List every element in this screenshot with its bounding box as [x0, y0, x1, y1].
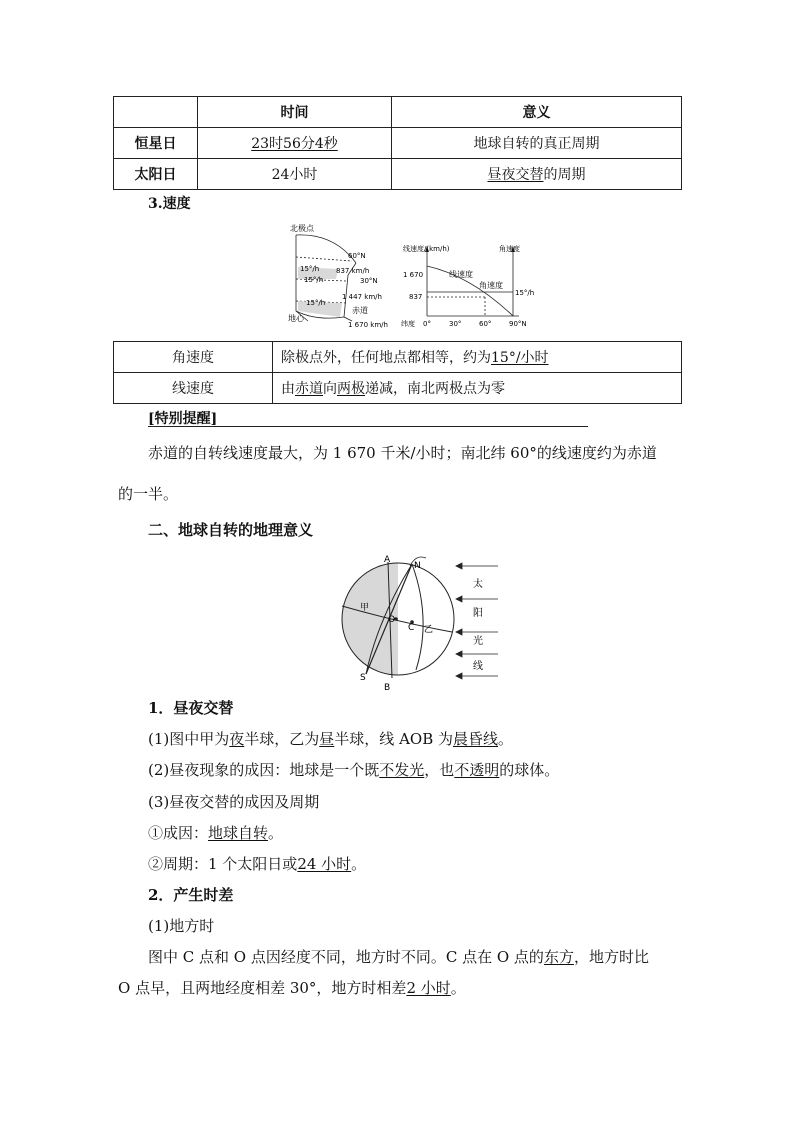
row-label: 恒星日	[114, 128, 198, 159]
linear-equator: 赤道	[295, 381, 323, 397]
s1-p4-b: 。	[268, 824, 284, 842]
point-s-label: S	[360, 673, 366, 683]
sidereal-time: 23时56分4秒	[251, 136, 338, 152]
row-label: 角速度	[114, 342, 273, 373]
x-tick-90: 90°N	[509, 320, 527, 328]
tip-title: [特别提醒]	[148, 411, 218, 427]
s1-p2-opaque: 不透明	[454, 761, 500, 779]
rate-low-label: 15°/h	[306, 299, 326, 307]
sunlight-label-3: 光	[473, 636, 483, 647]
s1-p5	[148, 854, 366, 874]
s2-sub: (1)地方时	[148, 917, 215, 935]
earth-sector-speed-figure	[286, 221, 396, 331]
day-night-globe-figure	[330, 550, 500, 692]
s1-p4-cause: 地球自转	[208, 824, 269, 842]
chart-ylabel-left: 线速度/(km/h)	[403, 245, 450, 253]
s1-p1-c: 半球，线 AOB 为	[334, 730, 453, 748]
s1-p1-b: 半球，乙为	[244, 730, 320, 748]
s1-p2	[148, 760, 559, 780]
linear-text-1: 由	[281, 381, 295, 397]
rotation-period-table	[113, 96, 682, 190]
rate-top-label: 15°/h	[300, 265, 320, 273]
sunlight-label-4: 线	[473, 661, 483, 672]
s1-p1-a: (1)图中甲为	[148, 730, 230, 748]
s1-p1-terminator: 晨昏线	[453, 730, 499, 748]
lat60-label: 60°N	[348, 252, 366, 260]
s1-p2-c: 的球体。	[499, 761, 560, 779]
section-speed-title: 3.速度	[148, 196, 191, 212]
north-pole-label: 北极点	[290, 224, 314, 233]
speed-1670-label: 1 670 km/h	[348, 321, 388, 329]
x-tick-30: 30°	[449, 320, 462, 328]
point-n-label: N	[414, 561, 421, 571]
row-meaning	[392, 159, 682, 190]
s1-p4	[148, 823, 283, 843]
curve-label: 线速度	[449, 270, 473, 279]
meaning-underlined: 昼夜交替	[487, 167, 544, 183]
row-meaning: 地球自转的真正周期	[392, 128, 682, 159]
line-label: 角速度	[479, 281, 503, 290]
point-o-label: O	[388, 615, 396, 625]
s2-line1-east: 东方	[543, 948, 574, 966]
s1-p1-day: 昼	[319, 730, 335, 748]
row-time	[198, 128, 392, 159]
point-a-label: A	[384, 555, 391, 565]
s2-line2	[118, 978, 466, 998]
row-label: 线速度	[114, 373, 273, 404]
angular-text: 除极点外，任何地点都相等，约为	[281, 350, 491, 366]
tick-837: 837	[409, 293, 423, 301]
angular-value: 15°/小时	[491, 350, 549, 366]
tick-1670: 1 670	[403, 271, 424, 279]
meaning-rest: 的周期	[543, 167, 586, 183]
equator-label: 赤道	[352, 306, 368, 315]
table-row	[114, 159, 682, 190]
lat30-label: 30°N	[360, 277, 378, 285]
sunlight-label-1: 太	[473, 579, 483, 590]
speed-837-label: 837 km/h	[336, 267, 370, 275]
linear-poles: 两极	[337, 381, 365, 397]
s2-line1-b: ，地方时比	[573, 948, 649, 966]
table-row	[114, 373, 682, 404]
linear-text-2: 向	[323, 381, 337, 397]
jia-label: 甲	[360, 603, 370, 613]
section2-title: 二、地球自转的地理意义	[148, 521, 314, 539]
yi-label: 乙	[424, 625, 434, 635]
speed-table	[113, 341, 682, 404]
chart-ylabel-right: 角速度	[499, 245, 520, 253]
tip-line-1: 赤道的自转线速度最大，为 1 670 千米/小时；南北纬 60°的线速度约为赤道	[148, 444, 657, 462]
tip-line-2: 的一半。	[118, 485, 179, 503]
s1-p5-period: 24 小时	[297, 855, 352, 873]
rate-mid-label: 15°/h	[304, 276, 324, 284]
s1-p5-a: ②周期：1 个太阳日或	[148, 855, 298, 873]
sunlight-label-2: 阳	[473, 608, 483, 619]
row-label: 太阳日	[114, 159, 198, 190]
s2-line2-b: 。	[450, 979, 466, 997]
point-c-label: C	[408, 623, 415, 633]
s2-line1	[148, 947, 649, 967]
x-tick-60: 60°	[479, 320, 492, 328]
s1-p1-d: 。	[498, 730, 514, 748]
tip-underline	[148, 426, 588, 427]
s2-title: 2．产生时差	[148, 886, 234, 904]
s1-p3: (3)昼夜交替的成因及周期	[148, 793, 320, 811]
speed-1447-label: 1 447 km/h	[342, 293, 382, 301]
row-time: 24小时	[198, 159, 392, 190]
table-row	[114, 128, 682, 159]
s1-p2-b: ，也	[424, 761, 455, 779]
s2-line2-a: O 点早，且两地经度相差 30°，地方时相差	[118, 979, 407, 997]
rate-label: 15°/h	[515, 289, 535, 297]
table-row	[114, 342, 682, 373]
s1-p2-nonluminous: 不发光	[379, 761, 425, 779]
s1-p5-b: 。	[351, 855, 367, 873]
s2-line2-hours: 2 小时	[406, 979, 451, 997]
table-header-time: 时间	[198, 97, 392, 128]
s1-p1-night: 夜	[229, 730, 245, 748]
s1-p2-a: (2)昼夜现象的成因：地球是一个既	[148, 761, 380, 779]
table-header-meaning: 意义	[392, 97, 682, 128]
point-b-label: B	[384, 683, 391, 693]
row-content	[273, 342, 682, 373]
table-header-empty	[114, 97, 198, 128]
s2-line1-a: 图中 C 点和 O 点因经度不同，地方时不同。C 点在 O 点的	[148, 948, 544, 966]
s1-p1	[148, 729, 513, 749]
speed-latitude-chart	[401, 240, 535, 330]
linear-text-3: 递减，南北两极点为零	[365, 381, 505, 397]
s1-p4-a: ①成因：	[148, 824, 209, 842]
center-label: 地心	[288, 314, 304, 323]
x-tick-0: 0°	[423, 320, 431, 328]
s1-title: 1．昼夜交替	[148, 699, 234, 717]
chart-xlabel: 纬度	[401, 320, 415, 328]
row-content	[273, 373, 682, 404]
